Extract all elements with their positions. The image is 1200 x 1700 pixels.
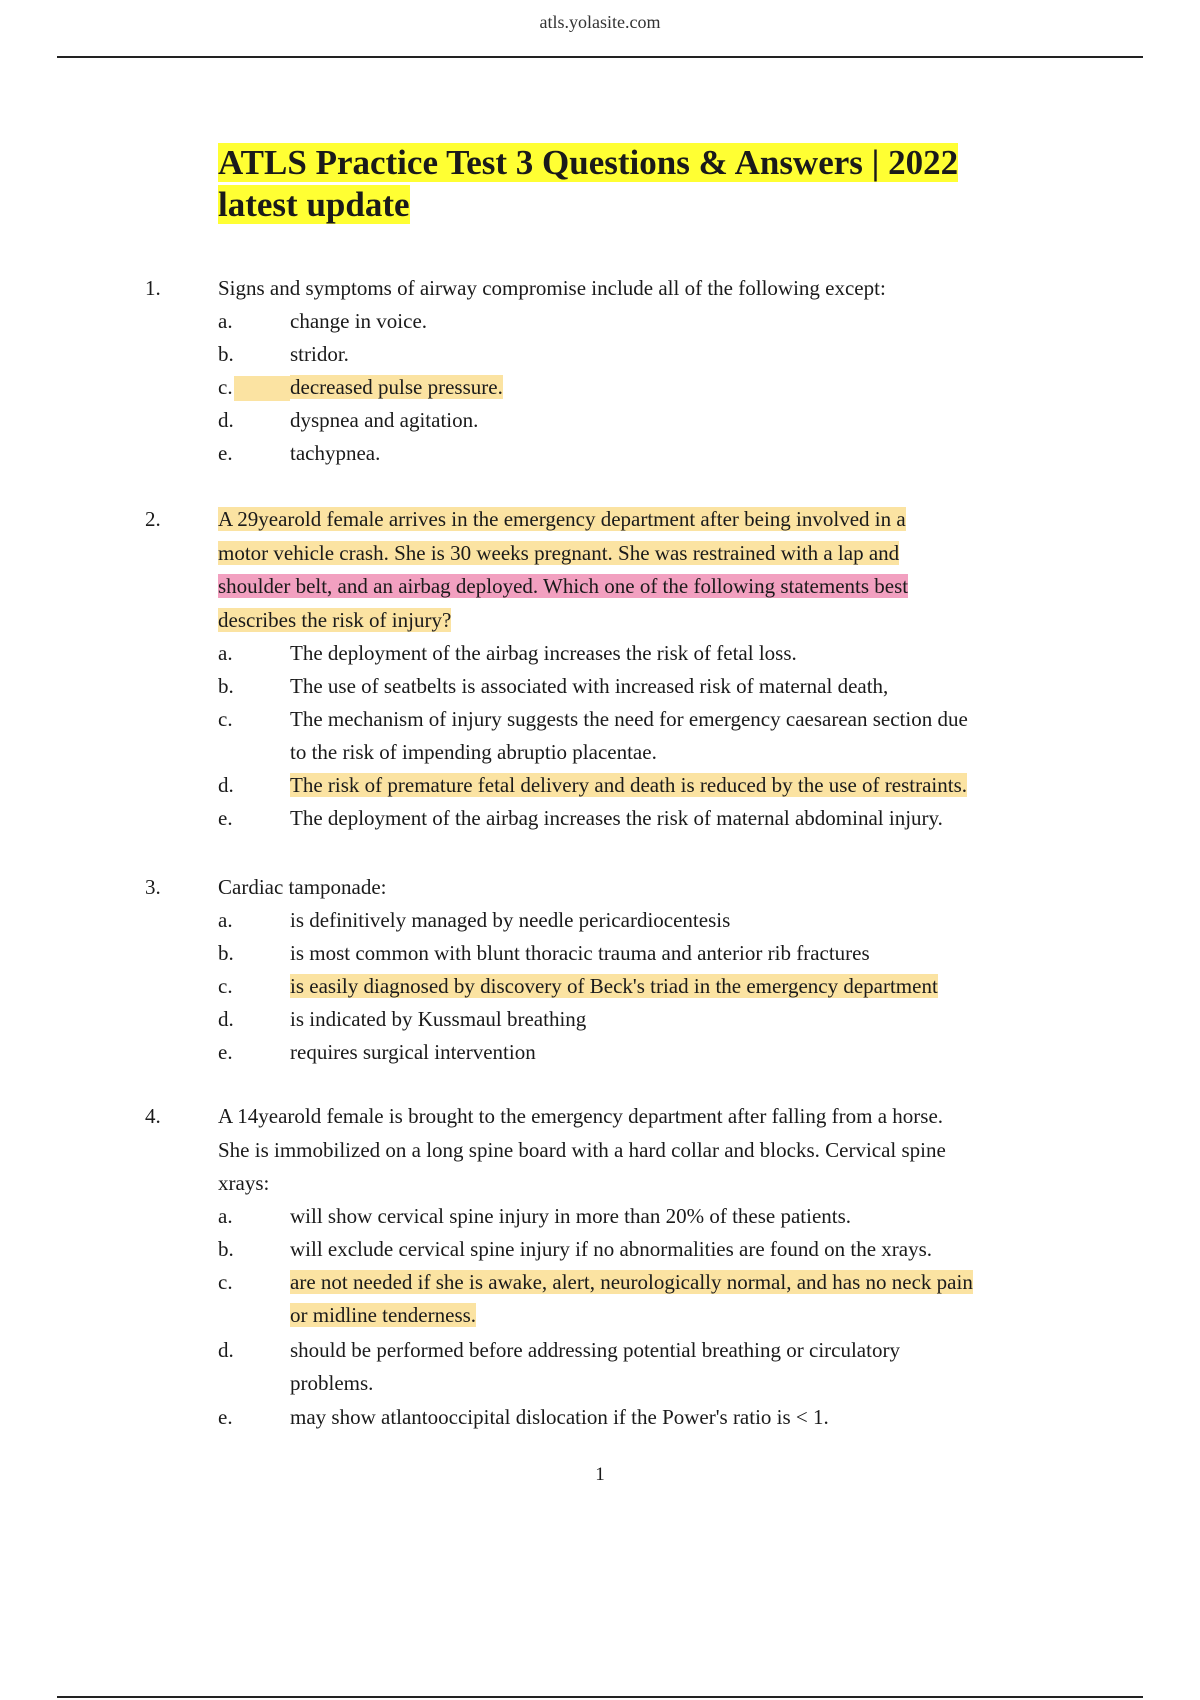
question-number: 3. [145, 875, 161, 899]
option-text: may show atlantooccipital dislocation if the Power's ratio is < 1. [290, 1405, 829, 1429]
option-letter: a. [218, 1204, 233, 1228]
option-letter: a. [218, 641, 233, 665]
option-text-line: to the risk of impending abruptio placentae. [290, 740, 657, 764]
option-letter: e. [218, 806, 233, 830]
option-text: will exclude cervical spine injury if no abnormalities are found on the xrays. [290, 1237, 933, 1261]
option-letter: e. [218, 1040, 233, 1064]
stem-line: describes the risk of injury? [218, 607, 452, 632]
page-number: 1 [595, 1464, 605, 1485]
stem-line: shoulder belt, and an airbag deployed. Which one of the following statements best [218, 574, 909, 598]
option-letter: b. [218, 674, 234, 698]
option-text [290, 970, 1090, 1003]
option-text: requires surgical intervention [290, 1040, 536, 1064]
question-stem [218, 272, 1078, 306]
highlighted-answer: or midline tenderness. [290, 1303, 477, 1327]
site-header: atls.yolasite.com [539, 12, 661, 32]
header-divider [57, 56, 1143, 58]
option-letter: a. [218, 309, 233, 333]
title-line-2: latest update [218, 185, 410, 224]
option-text: The deployment of the airbag increases the risk of fetal loss. [290, 641, 797, 665]
option-text: dyspnea and agitation. [290, 408, 479, 432]
option-text [290, 1334, 1090, 1400]
option-text: stridor. [290, 342, 349, 366]
option-letter: b. [218, 1237, 234, 1261]
option-letter: c. [218, 707, 233, 731]
option-text-line: problems. [290, 1371, 374, 1395]
option-letter: b. [218, 941, 234, 965]
title-line-1: ATLS Practice Test 3 Questions & Answers | 2022 [218, 143, 959, 182]
option-text-line: should be performed before addressing potential breathing or circulatory [290, 1338, 900, 1362]
option-text [290, 769, 1090, 802]
option-text [290, 371, 1090, 404]
option-text-line: The mechanism of injury suggests the need for emergency caesarean section due [290, 707, 968, 731]
highlighted-answer: is easily diagnosed by discovery of Beck's triad in the emergency department [290, 974, 938, 998]
option-text: is indicated by Kussmaul breathing [290, 1007, 587, 1031]
highlighted-answer: The risk of premature fetal delivery and death is reduced by the use of restraints. [290, 773, 967, 797]
option-letter: c. [218, 375, 233, 399]
option-letter: e. [218, 441, 233, 465]
stem-line: A 14yearold female is brought to the emergency department after falling from a horse. [218, 1104, 944, 1128]
option-letter: d. [218, 773, 234, 797]
answer-highlight-bar [234, 376, 290, 401]
option-text: will show cervical spine injury in more than 20% of these patients. [290, 1204, 852, 1228]
option-letter: a. [218, 908, 233, 932]
stem-line: A 29yearold female arrives in the emergency department after being involved in a [218, 507, 906, 531]
option-text: is most common with blunt thoracic trauma and anterior rib fractures [290, 941, 870, 965]
option-text: The use of seatbelts is associated with increased risk of maternal death, [290, 674, 889, 698]
stem-line: Cardiac tamponade: [218, 875, 387, 899]
question-number: 2. [145, 507, 161, 531]
question-stem [218, 871, 1078, 905]
option-letter: c. [218, 974, 233, 998]
page-title [218, 142, 1078, 226]
option-text: change in voice. [290, 309, 428, 333]
option-text: The deployment of the airbag increases the risk of maternal abdominal injury. [290, 806, 943, 830]
stem-line: Signs and symptoms of airway compromise include all of the following except: [218, 276, 886, 300]
option-letter: b. [218, 342, 234, 366]
option-letter: c. [218, 1270, 233, 1294]
option-letter: e. [218, 1405, 233, 1429]
highlighted-answer: are not needed if she is awake, alert, neurologically normal, and has no neck pain [290, 1270, 973, 1294]
option-text: tachypnea. [290, 441, 381, 465]
option-text: is definitively managed by needle pericardiocentesis [290, 908, 731, 932]
question-number: 4. [145, 1104, 161, 1128]
option-letter: d. [218, 1007, 234, 1031]
stem-line: motor vehicle crash. She is 30 weeks pregnant. She was restrained with a lap and [218, 540, 900, 565]
highlighted-answer: decreased pulse pressure. [290, 375, 503, 399]
option-letter: d. [218, 1338, 234, 1362]
question-stem [218, 503, 1078, 637]
stem-line: She is immobilized on a long spine board with a hard collar and blocks. Cervical spine [218, 1137, 946, 1162]
option-text [290, 1266, 1090, 1332]
question-number: 1. [145, 276, 161, 300]
option-letter: d. [218, 408, 234, 432]
stem-line: xrays: [218, 1171, 270, 1195]
option-text [290, 703, 1090, 769]
question-stem [218, 1100, 1078, 1201]
footer-divider [57, 1696, 1143, 1698]
